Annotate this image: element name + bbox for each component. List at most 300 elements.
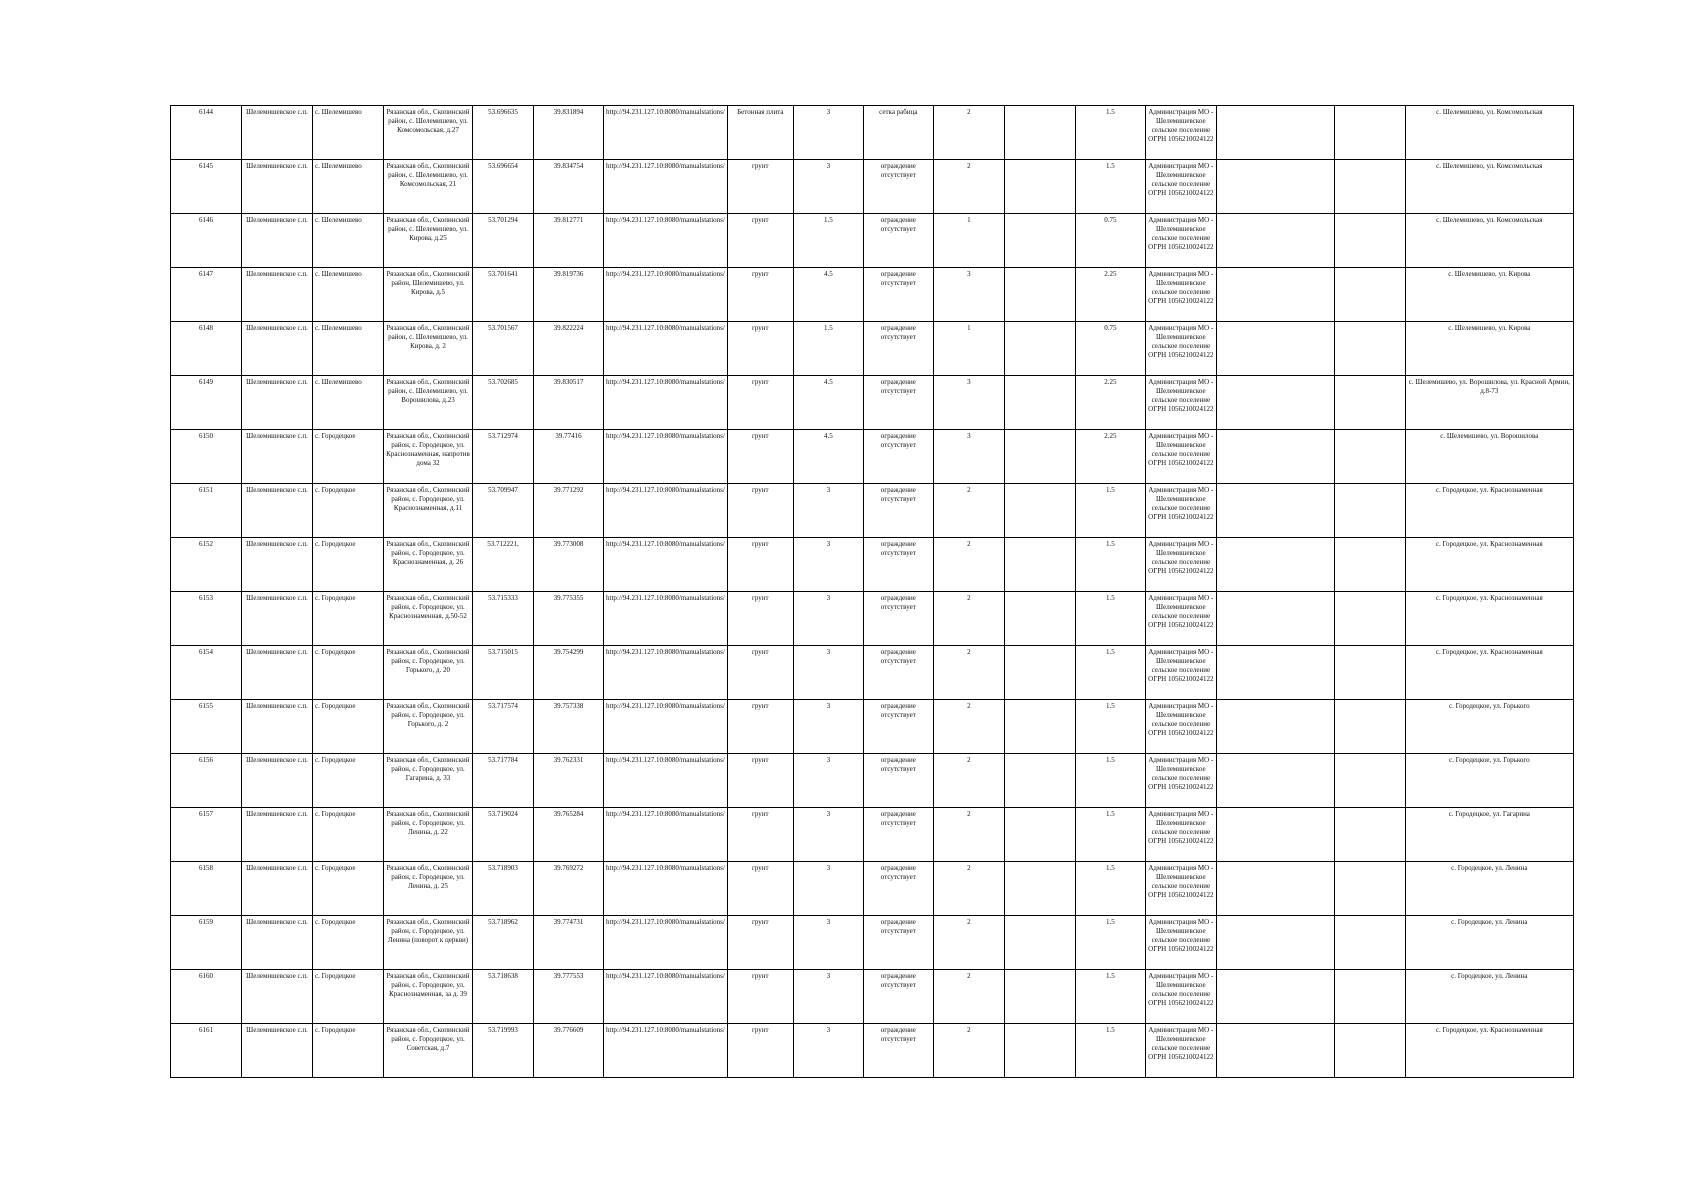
- row-id-cell: 6160: [171, 970, 242, 1024]
- settlement-type-cell: Шелемишевское с.п.: [242, 160, 313, 214]
- address-cell: Рязанская обл., Скопинский район, с. Городецкое, ул. Краснознаменная, за д. 39: [384, 970, 473, 1024]
- settlement-type-cell: Шелемишевское с.п.: [242, 646, 313, 700]
- owner-cell: Администрация МО - Шелемишевское сельское поселение ОГРН 1056210024122: [1145, 700, 1216, 754]
- settlement-type-cell: Шелемишевское с.п.: [242, 754, 313, 808]
- area-cell: 1.5: [793, 322, 863, 376]
- fence-cell: ограждение отсутствует: [863, 268, 933, 322]
- settlement-type-cell: Шелемишевское с.п.: [242, 808, 313, 862]
- waste-sources-cell: с. Шелемишево, ул. Комсомольская: [1405, 160, 1573, 214]
- surface-cell: грунт: [727, 754, 793, 808]
- volume-cell: 1.5: [1075, 592, 1145, 646]
- village-cell: с. Городецкое: [313, 430, 384, 484]
- url-cell[interactable]: http://94.231.127.10:8080/manualstations/: [604, 592, 728, 646]
- area-cell: 3: [793, 484, 863, 538]
- waste-sources-cell: с. Шелемишево, ул. Кирова: [1405, 268, 1573, 322]
- fence-cell: ограждение отсутствует: [863, 430, 933, 484]
- table-row: [171, 106, 1574, 160]
- url-cell[interactable]: http://94.231.127.10:8080/manualstations/: [604, 106, 728, 160]
- surface-cell: грунт: [727, 970, 793, 1024]
- table-row: [171, 322, 1574, 376]
- surface-cell: грунт: [727, 376, 793, 430]
- longitude-cell: 39.774731: [534, 916, 604, 970]
- latitude-cell: 53.717784: [473, 754, 534, 808]
- village-cell: с. Шелемишево: [313, 376, 384, 430]
- owner-cell: Администрация МО - Шелемишевское сельское поселение ОГРН 1056210024122: [1145, 754, 1216, 808]
- empty-cell: [1216, 754, 1334, 808]
- volume-cell: 1.5: [1075, 808, 1145, 862]
- empty-cell: [1334, 1024, 1405, 1078]
- volume-cell: 1.5: [1075, 970, 1145, 1024]
- village-cell: с. Шелемишево: [313, 214, 384, 268]
- address-cell: Рязанская обл., Скопинский район, с. Городецкое, ул. Ленина, д. 22: [384, 808, 473, 862]
- volume-cell: 1.5: [1075, 1024, 1145, 1078]
- longitude-cell: 39.769272: [534, 862, 604, 916]
- table-row: [171, 646, 1574, 700]
- waste-sources-cell: с. Городецкое, ул. Гагарина: [1405, 808, 1573, 862]
- container-count-cell: 2: [933, 1024, 1004, 1078]
- settlement-type-cell: Шелемишевское с.п.: [242, 592, 313, 646]
- fence-cell: сетка рабица: [863, 106, 933, 160]
- area-cell: 3: [793, 646, 863, 700]
- container-count-cell: 2: [933, 808, 1004, 862]
- address-cell: Рязанская обл., Скопинский район, с. Городецкое, ул. Краснознаменная, д.50-52: [384, 592, 473, 646]
- latitude-cell: 53.702685: [473, 376, 534, 430]
- settlement-type-cell: Шелемишевское с.п.: [242, 862, 313, 916]
- surface-cell: грунт: [727, 808, 793, 862]
- area-cell: 3: [793, 970, 863, 1024]
- address-cell: Рязанская обл., Скопинский район, с. Шелемишево, ул. Ворошилова, д.23: [384, 376, 473, 430]
- village-cell: с. Городецкое: [313, 916, 384, 970]
- empty-cell: [1334, 214, 1405, 268]
- fence-cell: ограждение отсутствует: [863, 592, 933, 646]
- table-row: [171, 916, 1574, 970]
- longitude-cell: 39.819736: [534, 268, 604, 322]
- container-count-cell: 2: [933, 862, 1004, 916]
- fence-cell: ограждение отсутствует: [863, 970, 933, 1024]
- longitude-cell: 39.822224: [534, 322, 604, 376]
- owner-cell: Администрация МО - Шелемишевское сельское поселение ОГРН 1056210024122: [1145, 916, 1216, 970]
- address-cell: Рязанская обл., Скопинский район, с. Шелемишево, ул. Комсомольская, 21: [384, 160, 473, 214]
- empty-cell: [1004, 646, 1075, 700]
- owner-cell: Администрация МО - Шелемишевское сельское поселение ОГРН 1056210024122: [1145, 538, 1216, 592]
- fence-cell: ограждение отсутствует: [863, 538, 933, 592]
- latitude-cell: 53.715015: [473, 646, 534, 700]
- empty-cell: [1216, 214, 1334, 268]
- url-cell[interactable]: http://94.231.127.10:8080/manualstations/: [604, 970, 728, 1024]
- village-cell: с. Городецкое: [313, 862, 384, 916]
- volume-cell: 1.5: [1075, 106, 1145, 160]
- fence-cell: ограждение отсутствует: [863, 754, 933, 808]
- area-cell: 3: [793, 754, 863, 808]
- url-cell[interactable]: http://94.231.127.10:8080/manualstations/: [604, 754, 728, 808]
- fence-cell: ограждение отсутствует: [863, 322, 933, 376]
- table-row: [171, 376, 1574, 430]
- row-id-cell: 6146: [171, 214, 242, 268]
- settlement-type-cell: Шелемишевское с.п.: [242, 538, 313, 592]
- empty-cell: [1004, 484, 1075, 538]
- surface-cell: грунт: [727, 700, 793, 754]
- longitude-cell: 39.777553: [534, 970, 604, 1024]
- empty-cell: [1216, 322, 1334, 376]
- owner-cell: Администрация МО - Шелемишевское сельское поселение ОГРН 1056210024122: [1145, 646, 1216, 700]
- waste-sources-cell: с. Городецкое, ул. Горького: [1405, 700, 1573, 754]
- latitude-cell: 53.719993: [473, 1024, 534, 1078]
- empty-cell: [1216, 916, 1334, 970]
- table-row: [171, 592, 1574, 646]
- longitude-cell: 39.77416: [534, 430, 604, 484]
- empty-cell: [1216, 106, 1334, 160]
- empty-cell: [1216, 430, 1334, 484]
- owner-cell: Администрация МО - Шелемишевское сельское поселение ОГРН 1056210024122: [1145, 160, 1216, 214]
- empty-cell: [1334, 862, 1405, 916]
- waste-sources-cell: с. Шелемишево, ул. Кирова: [1405, 322, 1573, 376]
- waste-sources-cell: с. Шелемишево, ул. Комсомольская: [1405, 106, 1573, 160]
- settlement-type-cell: Шелемишевское с.п.: [242, 430, 313, 484]
- empty-cell: [1216, 538, 1334, 592]
- url-cell[interactable]: http://94.231.127.10:8080/manualstations/: [604, 268, 728, 322]
- waste-sources-cell: с. Городецкое, ул. Ленина: [1405, 862, 1573, 916]
- table-row: [171, 754, 1574, 808]
- empty-cell: [1334, 106, 1405, 160]
- area-cell: 4.5: [793, 376, 863, 430]
- longitude-cell: 39.775355: [534, 592, 604, 646]
- empty-cell: [1216, 646, 1334, 700]
- surface-cell: грунт: [727, 160, 793, 214]
- surface-cell: грунт: [727, 538, 793, 592]
- surface-cell: грунт: [727, 592, 793, 646]
- empty-cell: [1334, 754, 1405, 808]
- container-count-cell: 2: [933, 160, 1004, 214]
- address-cell: Рязанская обл., Скопинский район, Шелемишево, ул. Кирова, д.5: [384, 268, 473, 322]
- latitude-cell: 53.709947: [473, 484, 534, 538]
- container-count-cell: 2: [933, 592, 1004, 646]
- waste-sources-cell: с. Городецкое, ул. Краснознаменная: [1405, 1024, 1573, 1078]
- surface-cell: грунт: [727, 1024, 793, 1078]
- settlement-type-cell: Шелемишевское с.п.: [242, 484, 313, 538]
- container-count-cell: 3: [933, 430, 1004, 484]
- url-cell[interactable]: http://94.231.127.10:8080/manualstations/: [604, 862, 728, 916]
- table-row: [171, 538, 1574, 592]
- address-cell: Рязанская обл., Скопинский район, с. Городецкое, ул. Советская, д.7: [384, 1024, 473, 1078]
- owner-cell: Администрация МО - Шелемишевское сельское поселение ОГРН 1056210024122: [1145, 862, 1216, 916]
- settlement-type-cell: Шелемишевское с.п.: [242, 376, 313, 430]
- container-count-cell: 1: [933, 322, 1004, 376]
- latitude-cell: 53.715333: [473, 592, 534, 646]
- latitude-cell: 53.701641: [473, 268, 534, 322]
- empty-cell: [1334, 538, 1405, 592]
- latitude-cell: 53.696654: [473, 160, 534, 214]
- owner-cell: Администрация МО - Шелемишевское сельское поселение ОГРН 1056210024122: [1145, 214, 1216, 268]
- latitude-cell: 53.696635: [473, 106, 534, 160]
- empty-cell: [1216, 700, 1334, 754]
- surface-cell: грунт: [727, 646, 793, 700]
- fence-cell: ограждение отсутствует: [863, 808, 933, 862]
- row-id-cell: 6151: [171, 484, 242, 538]
- empty-cell: [1004, 538, 1075, 592]
- owner-cell: Администрация МО - Шелемишевское сельское поселение ОГРН 1056210024122: [1145, 430, 1216, 484]
- row-id-cell: 6161: [171, 1024, 242, 1078]
- settlement-type-cell: Шелемишевское с.п.: [242, 1024, 313, 1078]
- longitude-cell: 39.762331: [534, 754, 604, 808]
- table-row: [171, 862, 1574, 916]
- volume-cell: 2.25: [1075, 430, 1145, 484]
- longitude-cell: 39.776609: [534, 1024, 604, 1078]
- container-count-cell: 2: [933, 970, 1004, 1024]
- settlement-type-cell: Шелемишевское с.п.: [242, 214, 313, 268]
- table-body: [171, 106, 1574, 1078]
- url-cell[interactable]: http://94.231.127.10:8080/manualstations/: [604, 916, 728, 970]
- empty-cell: [1004, 862, 1075, 916]
- address-cell: Рязанская обл., Скопинский район, с. Городецкое, ул. Ленина (поворот к церкви): [384, 916, 473, 970]
- waste-sources-cell: с. Шелемишево, ул. Ворошилова: [1405, 430, 1573, 484]
- fence-cell: ограждение отсутствует: [863, 214, 933, 268]
- empty-cell: [1004, 592, 1075, 646]
- url-cell[interactable]: http://94.231.127.10:8080/manualstations/: [604, 646, 728, 700]
- url-cell[interactable]: http://94.231.127.10:8080/manualstations/: [604, 160, 728, 214]
- area-cell: 1.5: [793, 214, 863, 268]
- area-cell: 3: [793, 916, 863, 970]
- village-cell: с. Шелемишево: [313, 106, 384, 160]
- empty-cell: [1216, 808, 1334, 862]
- longitude-cell: 39.830517: [534, 376, 604, 430]
- container-count-cell: 1: [933, 214, 1004, 268]
- owner-cell: Администрация МО - Шелемишевское сельское поселение ОГРН 1056210024122: [1145, 592, 1216, 646]
- latitude-cell: 53.712974: [473, 430, 534, 484]
- longitude-cell: 39.754299: [534, 646, 604, 700]
- row-id-cell: 6147: [171, 268, 242, 322]
- owner-cell: Администрация МО - Шелемишевское сельское поселение ОГРН 1056210024122: [1145, 268, 1216, 322]
- url-cell[interactable]: http://94.231.127.10:8080/manualstations/: [604, 214, 728, 268]
- village-cell: с. Городецкое: [313, 646, 384, 700]
- owner-cell: Администрация МО - Шелемишевское сельское поселение ОГРН 1056210024122: [1145, 376, 1216, 430]
- area-cell: 3: [793, 862, 863, 916]
- surface-cell: грунт: [727, 862, 793, 916]
- area-cell: 3: [793, 160, 863, 214]
- url-cell[interactable]: http://94.231.127.10:8080/manualstations/: [604, 808, 728, 862]
- volume-cell: 1.5: [1075, 646, 1145, 700]
- owner-cell: Администрация МО - Шелемишевское сельское поселение ОГРН 1056210024122: [1145, 1024, 1216, 1078]
- owner-cell: Администрация МО - Шелемишевское сельское поселение ОГРН 1056210024122: [1145, 970, 1216, 1024]
- waste-sources-cell: с. Шелемишево, ул. Ворошилова, ул. Красной Армии, д.8-73: [1405, 376, 1573, 430]
- url-cell[interactable]: http://94.231.127.10:8080/manualstations/: [604, 430, 728, 484]
- address-cell: Рязанская обл., Скопинский район, с. Городецкое, ул. Ленина, д. 25: [384, 862, 473, 916]
- owner-cell: Администрация МО - Шелемишевское сельское поселение ОГРН 1056210024122: [1145, 484, 1216, 538]
- waste-sources-cell: с. Городецкое, ул. Краснознаменная: [1405, 646, 1573, 700]
- volume-cell: 1.5: [1075, 484, 1145, 538]
- empty-cell: [1216, 268, 1334, 322]
- village-cell: с. Городецкое: [313, 1024, 384, 1078]
- row-id-cell: 6156: [171, 754, 242, 808]
- row-id-cell: 6144: [171, 106, 242, 160]
- table-row: [171, 808, 1574, 862]
- row-id-cell: 6155: [171, 700, 242, 754]
- village-cell: с. Городецкое: [313, 484, 384, 538]
- longitude-cell: 39.831894: [534, 106, 604, 160]
- fence-cell: ограждение отсутствует: [863, 160, 933, 214]
- empty-cell: [1216, 862, 1334, 916]
- fence-cell: ограждение отсутствует: [863, 862, 933, 916]
- empty-cell: [1004, 700, 1075, 754]
- empty-cell: [1216, 376, 1334, 430]
- empty-cell: [1334, 160, 1405, 214]
- settlement-type-cell: Шелемишевское с.п.: [242, 106, 313, 160]
- latitude-cell: 53.719024: [473, 808, 534, 862]
- settlement-type-cell: Шелемишевское с.п.: [242, 322, 313, 376]
- settlement-type-cell: Шелемишевское с.п.: [242, 916, 313, 970]
- empty-cell: [1334, 700, 1405, 754]
- empty-cell: [1216, 970, 1334, 1024]
- url-cell[interactable]: http://94.231.127.10:8080/manualstations/: [604, 484, 728, 538]
- table-row: [171, 268, 1574, 322]
- row-id-cell: 6145: [171, 160, 242, 214]
- fence-cell: ограждение отсутствует: [863, 700, 933, 754]
- volume-cell: 1.5: [1075, 700, 1145, 754]
- empty-cell: [1004, 214, 1075, 268]
- container-count-cell: 3: [933, 268, 1004, 322]
- empty-cell: [1334, 322, 1405, 376]
- address-cell: Рязанская обл., Скопинский район, с. Городецкое, ул. Гагарина, д. 33: [384, 754, 473, 808]
- latitude-cell: 53.718638: [473, 970, 534, 1024]
- empty-cell: [1004, 106, 1075, 160]
- row-id-cell: 6150: [171, 430, 242, 484]
- area-cell: 3: [793, 106, 863, 160]
- url-cell[interactable]: http://94.231.127.10:8080/manualstations/: [604, 376, 728, 430]
- owner-cell: Администрация МО - Шелемишевское сельское поселение ОГРН 1056210024122: [1145, 322, 1216, 376]
- empty-cell: [1004, 430, 1075, 484]
- longitude-cell: 39.765284: [534, 808, 604, 862]
- area-cell: 3: [793, 808, 863, 862]
- volume-cell: 1.5: [1075, 862, 1145, 916]
- village-cell: с. Городецкое: [313, 754, 384, 808]
- longitude-cell: 39.771292: [534, 484, 604, 538]
- container-count-cell: 2: [933, 646, 1004, 700]
- empty-cell: [1216, 160, 1334, 214]
- empty-cell: [1004, 916, 1075, 970]
- url-cell[interactable]: http://94.231.127.10:8080/manualstations/: [604, 1024, 728, 1078]
- url-cell[interactable]: http://94.231.127.10:8080/manualstations/: [604, 322, 728, 376]
- volume-cell: 1.5: [1075, 160, 1145, 214]
- address-cell: Рязанская обл., Скопинский район, с. Шелемишево, ул. Кирова, д. 2: [384, 322, 473, 376]
- address-cell: Рязанская обл., Скопинский район, с. Шелемишево, ул. Кирова, д.25: [384, 214, 473, 268]
- registry-table: [170, 105, 1574, 1078]
- table-row: [171, 1024, 1574, 1078]
- waste-sources-cell: с. Городецкое, ул. Краснознаменная: [1405, 484, 1573, 538]
- empty-cell: [1004, 754, 1075, 808]
- row-id-cell: 6154: [171, 646, 242, 700]
- fence-cell: ограждение отсутствует: [863, 376, 933, 430]
- owner-cell: Администрация МО - Шелемишевское сельское поселение ОГРН 1056210024122: [1145, 106, 1216, 160]
- empty-cell: [1334, 268, 1405, 322]
- empty-cell: [1334, 430, 1405, 484]
- table-row: [171, 160, 1574, 214]
- surface-cell: грунт: [727, 484, 793, 538]
- volume-cell: 1.5: [1075, 916, 1145, 970]
- area-cell: 4.5: [793, 268, 863, 322]
- waste-sources-cell: с. Шелемишево, ул. Комсомольская: [1405, 214, 1573, 268]
- row-id-cell: 6149: [171, 376, 242, 430]
- longitude-cell: 39.773008: [534, 538, 604, 592]
- empty-cell: [1334, 970, 1405, 1024]
- surface-cell: грунт: [727, 916, 793, 970]
- surface-cell: грунт: [727, 268, 793, 322]
- address-cell: Рязанская обл., Скопинский район, с. Городецкое, ул. Горького, д. 2: [384, 700, 473, 754]
- container-count-cell: 2: [933, 916, 1004, 970]
- table-row: [171, 430, 1574, 484]
- row-id-cell: 6159: [171, 916, 242, 970]
- address-cell: Рязанская обл., Скопинский район, с. Городецкое, ул. Горького, д. 20: [384, 646, 473, 700]
- empty-cell: [1334, 646, 1405, 700]
- surface-cell: грунт: [727, 430, 793, 484]
- latitude-cell: 53.712221,: [473, 538, 534, 592]
- surface-cell: Бетонная плита: [727, 106, 793, 160]
- waste-sources-cell: с. Городецкое, ул. Ленина: [1405, 970, 1573, 1024]
- empty-cell: [1004, 808, 1075, 862]
- empty-cell: [1004, 376, 1075, 430]
- container-count-cell: 2: [933, 700, 1004, 754]
- latitude-cell: 53.717574: [473, 700, 534, 754]
- village-cell: с. Городецкое: [313, 700, 384, 754]
- empty-cell: [1334, 376, 1405, 430]
- volume-cell: 2.25: [1075, 376, 1145, 430]
- surface-cell: грунт: [727, 214, 793, 268]
- volume-cell: 2.25: [1075, 268, 1145, 322]
- row-id-cell: 6148: [171, 322, 242, 376]
- fence-cell: ограждение отсутствует: [863, 1024, 933, 1078]
- empty-cell: [1004, 322, 1075, 376]
- row-id-cell: 6157: [171, 808, 242, 862]
- empty-cell: [1004, 970, 1075, 1024]
- empty-cell: [1216, 592, 1334, 646]
- container-count-cell: 2: [933, 484, 1004, 538]
- container-count-cell: 2: [933, 538, 1004, 592]
- container-count-cell: 3: [933, 376, 1004, 430]
- volume-cell: 1.5: [1075, 538, 1145, 592]
- surface-cell: грунт: [727, 322, 793, 376]
- address-cell: Рязанская обл., Скопинский район, с. Городецкое, ул. Краснознаменная, д. 26: [384, 538, 473, 592]
- village-cell: с. Городецкое: [313, 970, 384, 1024]
- volume-cell: 0.75: [1075, 322, 1145, 376]
- url-cell[interactable]: http://94.231.127.10:8080/manualstations/: [604, 538, 728, 592]
- empty-cell: [1004, 1024, 1075, 1078]
- container-count-cell: 2: [933, 754, 1004, 808]
- volume-cell: 0.75: [1075, 214, 1145, 268]
- container-count-cell: 2: [933, 106, 1004, 160]
- longitude-cell: 39.834754: [534, 160, 604, 214]
- empty-cell: [1004, 160, 1075, 214]
- longitude-cell: 39.812771: [534, 214, 604, 268]
- empty-cell: [1004, 268, 1075, 322]
- empty-cell: [1334, 484, 1405, 538]
- row-id-cell: 6158: [171, 862, 242, 916]
- latitude-cell: 53.701294: [473, 214, 534, 268]
- empty-cell: [1334, 916, 1405, 970]
- area-cell: 4.5: [793, 430, 863, 484]
- village-cell: с. Городецкое: [313, 538, 384, 592]
- empty-cell: [1334, 808, 1405, 862]
- area-cell: 3: [793, 1024, 863, 1078]
- owner-cell: Администрация МО - Шелемишевское сельское поселение ОГРН 1056210024122: [1145, 808, 1216, 862]
- waste-sources-cell: с. Городецкое, ул. Горького: [1405, 754, 1573, 808]
- latitude-cell: 53.718962: [473, 916, 534, 970]
- area-cell: 3: [793, 592, 863, 646]
- address-cell: Рязанская обл., Скопинский район, с. Шелемишево, ул. Комсомольская, д.27: [384, 106, 473, 160]
- url-cell[interactable]: http://94.231.127.10:8080/manualstations/: [604, 700, 728, 754]
- waste-sources-cell: с. Городецкое, ул. Краснознаменная: [1405, 592, 1573, 646]
- empty-cell: [1216, 484, 1334, 538]
- area-cell: 3: [793, 700, 863, 754]
- table-row: [171, 970, 1574, 1024]
- fence-cell: ограждение отсутствует: [863, 646, 933, 700]
